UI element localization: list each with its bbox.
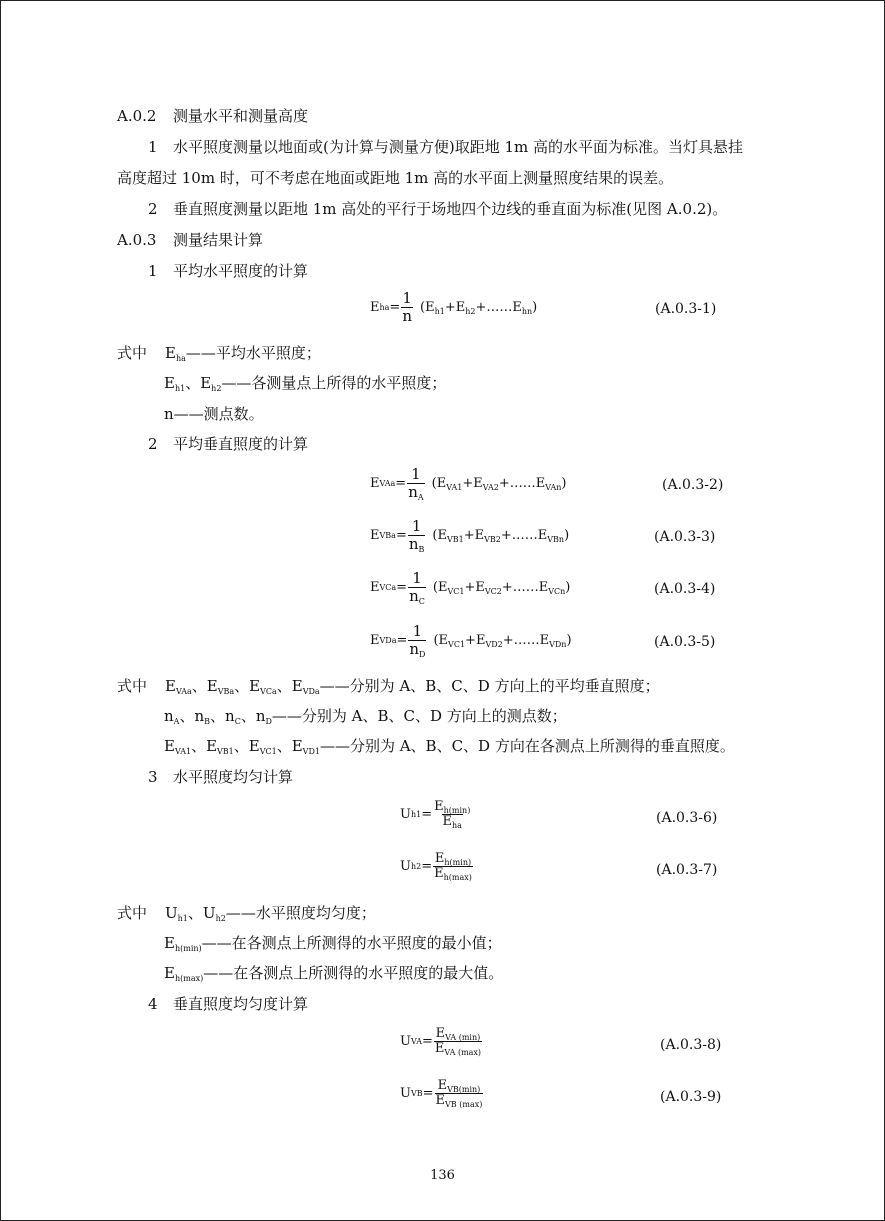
equation-number: (A.0.3-5) [654,634,716,650]
equation-a03-5: E VDa = $\frac{1}{n_D}$ $(E_{VC1}+E_{VD2}+\dots\dots E_{VDn})$ [370,622,572,659]
item-number: 3 [148,768,158,786]
equation-a03-6: U h1 = $\frac{E_{h(min)}}{E_{ha}}$ [400,799,471,830]
item-text: 平均垂直照度的计算 [173,435,309,453]
where-block-1-line-1: 式中 $E_{ha}——$平均水平照度； [117,344,321,363]
paragraph-2 [148,199,727,219]
item-text: 水平照度均匀计算 [173,768,294,786]
fraction: $\frac{1}{n_C}$ [409,569,425,606]
item-2-heading [148,434,308,454]
equation-a03-4: E VCa = $\frac{1}{n_C}$ $(E_{VC1}+E_{VC2}+\dots\dots E_{VCn})$ [370,569,571,606]
item-1-heading [148,261,308,281]
fraction: $\frac{1}{n}$ [402,289,412,325]
equation-number: (A.0.3-8) [660,1037,722,1053]
fraction: $\frac{E_{h(min)}}{E_{h(max)}}$ [434,851,472,882]
where-block-1-line-3: n——测点数。 [164,405,264,423]
equation-a03-7: U h2 = $\frac{E_{h(min)}}{E_{h(max)}}$ [400,851,472,882]
section-heading-a03 [117,230,263,250]
section-heading-a02 [117,106,308,126]
item-4-heading [148,994,308,1014]
item-number: 1 [148,262,158,280]
where-block-3-line-3: $E_{h(max)}——$在各测点上所测得的水平照度的最大值。 [164,964,504,983]
item-3-heading [148,767,293,787]
fraction: $\frac{E_{VB(min)}}{E_{VB (max)}}$ [435,1078,483,1109]
item-text: 平均水平照度的计算 [173,262,309,280]
equation-a03-3: E VBa = $\frac{1}{n_B}$ $(E_{VB1}+E_{VB2}+\dots\dots E_{VBn})$ [370,517,570,554]
paragraph-1-line-1 [148,137,743,157]
item-number: 2 [148,435,158,453]
where-block-1-line-2: $E_{h1}$、$E_{h2}——$各测量点上所得的水平照度； [164,374,447,393]
equation-number: (A.0.3-2) [662,477,724,493]
equation-number: (A.0.3-6) [656,810,718,826]
where-block-3-line-1: 式中 $U_{h1}$、$U_{h2}——$水平照度均匀度； [117,904,376,923]
fraction: $\frac{1}{n_A}$ [408,465,424,502]
fraction: $\frac{E_{VA (min)}}{E_{VA (max)}}$ [434,1026,482,1057]
where-block-2-line-2: $n_A$、$n_B$、$n_C$、$n_D——$分别为 A、B、C、D 方向上的测点数； [164,707,567,726]
equation-a03-1: E ha = $\frac{1}{n}$ $(E_{h1}+E_{h2}+\dots\dots E_{hn})$ [370,289,538,325]
section-number: A.0.3 [117,231,157,249]
section-title: 测量水平和测量高度 [173,107,309,125]
equation-a03-2: E VAa = $\frac{1}{n_A}$ $(E_{VA1}+E_{VA2}+\dots\dots E_{VAn})$ [370,465,567,502]
equation-number: (A.0.3-3) [654,529,716,545]
equation-number: (A.0.3-1) [655,301,717,317]
fraction: $\frac{E_{h(min)}}{E_{ha}}$ [434,799,471,830]
equation-number: (A.0.3-9) [660,1089,722,1105]
where-label: 式中 [117,904,148,922]
where-label: 式中 [117,344,148,362]
item-text: 垂直照度均匀度计算 [173,995,309,1013]
item-number: 4 [148,995,158,1013]
section-number: A.0.2 [117,107,157,125]
fraction: $\frac{1}{n_D}$ [409,622,426,659]
section-title: 测量结果计算 [173,231,264,249]
item-number: 2 [148,200,158,218]
page-number: 136 [430,1168,455,1183]
where-block-2-line-3: $E_{VA1}$、$E_{VB1}$、$E_{VC1}$、$E_{VD1}——$分别为 A、B、C、D 方向在各测点上所测得的垂直照度。 [164,737,735,756]
item-number: 1 [148,138,158,156]
equation-number: (A.0.3-7) [656,862,718,878]
equation-a03-8: U VA = $\frac{E_{VA (min)}}{E_{VA (max)}}$ [400,1026,482,1057]
equation-a03-9: U VB = $\frac{E_{VB(min)}}{E_{VB (max)}}$ [400,1078,483,1109]
paragraph-1-line-2: 高度超过 10m 时，可不考虑在地面或距地 1m 高的水平面上测量照度结果的误差。 [117,169,674,187]
equation-number: (A.0.3-4) [654,581,716,597]
paragraph-text: 垂直照度测量以距地 1m 高处的平行于场地四个边线的垂直面为标准(见图 A.0.2)。 [173,200,728,218]
fraction: $\frac{1}{n_B}$ [408,517,425,554]
where-block-2-line-1: 式中 $E_{VAa}$、$E_{VBa}$、$E_{VCa}$、$E_{VDa}——$分别为 A、B、C、D 方向上的平均垂直照度； [117,677,660,696]
where-label: 式中 [117,677,148,695]
where-block-3-line-2: $E_{h(min)}——$在各测点上所测得的水平照度的最小值； [164,934,502,953]
paragraph-text: 水平照度测量以地面或(为计算与测量方便)取距地 1m 高的水平面为标准。当灯具悬挂 [173,138,744,156]
